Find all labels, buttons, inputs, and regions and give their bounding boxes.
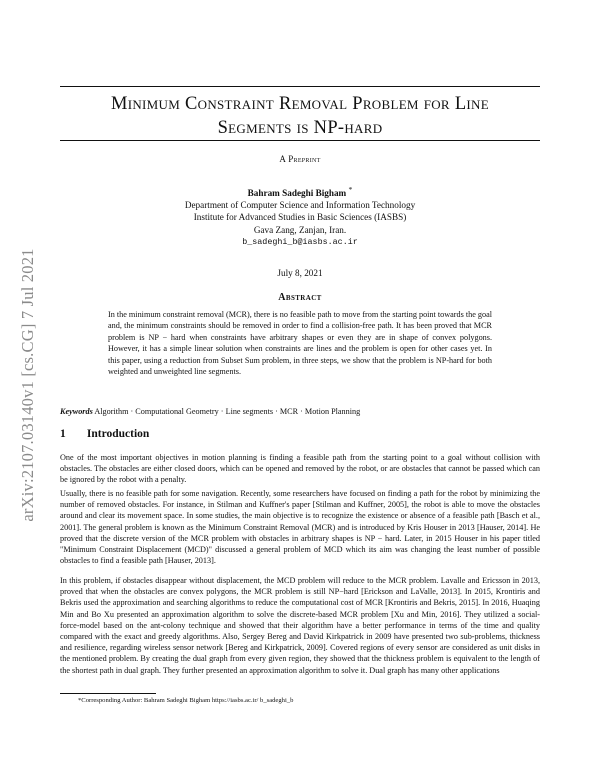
arxiv-identifier: arXiv:2107.03140v1 [cs.CG] 7 Jul 2021 (18, 248, 37, 522)
keywords-list: Algorithm · Computational Geometry · Line segments · MCR · Motion Planning (94, 407, 361, 416)
keywords-line (60, 406, 540, 417)
paragraph-text: Usually, there is no feasible path for some navigation. Recently, some researchers have focused on finding a path for the robot by minimizing the number of removed obstacles. For instance, in Stilman and Kuffner's paper [Stilman and Kuffner, 2005], the robot is able to move the obstacles around and clear its movement space. In some studies, the main objective is to recognize the existence or absence of a feasible path [Basch et al., 2001]. The general problem is known as the Minimum Constraint Removal (MCR) and is introduced by Kris Houser in 2013 [Hauser, 2014]. He proved that the discrete version of the MCR problem with obstacles in arbitrary shapes is NP − hard. Later, in 2015 Houser in his paper titled "Minimum Constraint Displacement (MCD)" discussed a general problem of MCD which its aim was changing the least number of possible obstacles to find a feasible path [Hauser, 2013]. (60, 489, 540, 566)
title-rule-bottom (60, 140, 540, 141)
title-line-1: Minimum Constraint Removal Problem for Line (110, 94, 489, 114)
title-line-2: Segments is NP-hard (217, 118, 383, 138)
preprint-label: A Preprint (279, 154, 321, 164)
author-address: Gava Zang, Zanjan, Iran. (253, 224, 347, 235)
paper-title (60, 92, 540, 140)
footnote-divider (60, 693, 156, 694)
paragraph-text: One of the most important objectives in motion planning is finding a feasible path from the starting point to a goal without collision with obstacles. The obstacles are either closed doors, which can be opened and removed by the robot, or are obstacles that cannot be passed which can be ignored by the robot with a penalty. (60, 453, 540, 485)
author-institute: Institute for Advanced Studies in Basic Sciences (IASBS) (193, 212, 407, 223)
author-name: Bahram Sadeghi Bigham (247, 188, 347, 199)
paper-date: July 8, 2021 (277, 268, 323, 278)
author-block (60, 184, 540, 248)
intro-paragraph-3 (60, 575, 540, 676)
arxiv-side-stamp (14, 220, 42, 550)
paragraph-text: In this problem, if obstacles disappear without displacement, the MCD problem will reduce to the MCR problem. Lavalle and Ericsson in 2013, proved that when the obstacles are convex polygons, the MCR problem is still NP−hard [Erickson and LaValle, 2013]. In 2015, Krontiris and Bekris used the approximation and searching algorithms to reduce the computational cost of MCR [Krontiris and Bekris, 2015]. In 2016, Huaqing Min and Bo Xu presented an approximation algorithm to solve the discrete-based MCR problem [Xu and Min, 2016]. They utilized a social-force-model based on the ant-colony technique and showed that their algorithm have a better performance in terms of the time and quality compared with the exact and greedy algorithms. Also, Sergey Bereg and David Kirkpatrick in 2009 have presented two sub-problems, thickness and resilience, regarding wireless sensor network [Bereg and Kirkpatrick, 2009]. Covered regions of every sensor are considered as unit disks in the mentioned problem. By creating the dual graph from every given region, they showed that the thickness problem is equivalent to the length of the shortest path in dual graph. They further presented an approximation algorithm to solve it. Dual graph has many other applications (60, 576, 540, 675)
author-email[interactable]: b_sadeghi_b@iasbs.ac.ir (242, 236, 358, 247)
author-department: Department of Computer Science and Information Technology (184, 200, 416, 211)
footnote-text: *Corresponding Author: Bahram Sadeghi Bigham https://iasbs.ac.ir/ b_sadeghi_b (78, 697, 294, 704)
author-footnote-mark: * (348, 185, 353, 194)
abstract-text: In the minimum constraint removal (MCR), there is no feasible path to move from the starting point towards the goal and, the minimum constraints should be removed in order to find a collision-free path. It has been proved that MCR problem is NP − hard when constraints have arbitrary shapes or even they are in shape of convex polygons. However, it has a simple linear solution when constraints are lines and the problem is open for other cases yet. In this paper, using a reduction from Subset Sum problem, in three steps, we show that the problem is NP-hard for both weighted and unweighted line segments. (108, 310, 492, 377)
section-heading (60, 428, 540, 440)
intro-paragraph-1 (60, 452, 540, 486)
section-number: 1 (60, 428, 66, 440)
keywords-label: Keywords (60, 407, 93, 416)
intro-paragraph-2 (60, 488, 540, 566)
title-rule-top (60, 86, 540, 87)
section-title: Introduction (86, 428, 150, 440)
abstract-heading: Abstract (278, 292, 322, 303)
